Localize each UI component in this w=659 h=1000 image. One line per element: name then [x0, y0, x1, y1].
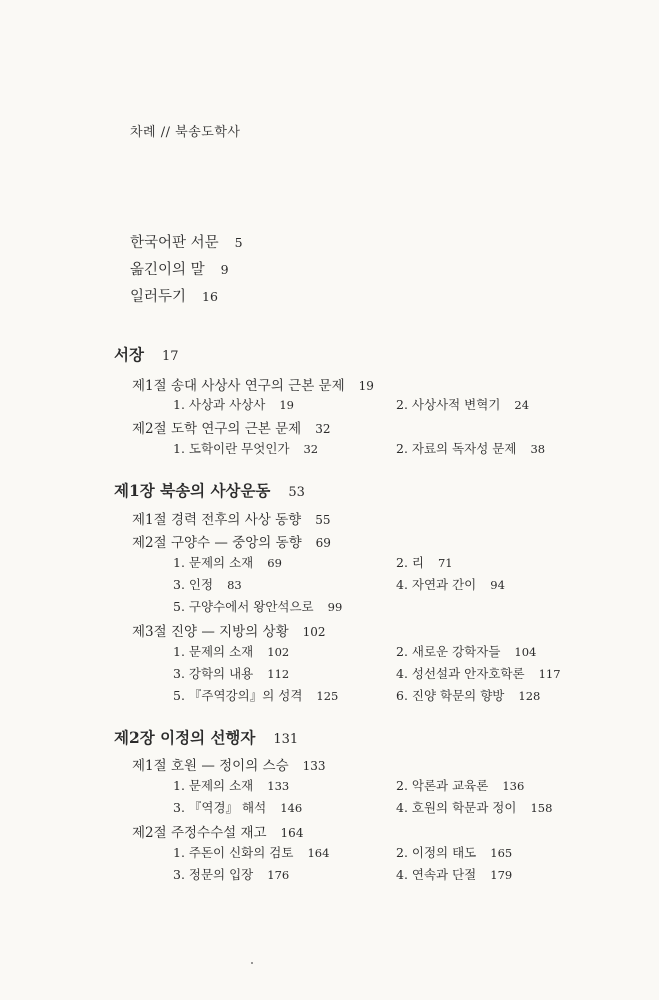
toc-item[interactable] — [173, 439, 318, 457]
section-page: 32 — [315, 422, 331, 436]
item-label: 6. 진양 학문의 향방 — [396, 688, 505, 703]
item-label: 5. 구양수에서 왕안석으로 — [173, 599, 314, 614]
item-page: 128 — [518, 689, 541, 703]
item-label: 2. 이정의 태도 — [396, 845, 477, 860]
item-label: 2. 리 — [396, 555, 424, 570]
item-page: 179 — [490, 868, 513, 882]
section-page: 55 — [315, 513, 331, 527]
item-label: 3. 정문의 입장 — [173, 867, 254, 882]
toc-item[interactable] — [396, 439, 545, 457]
toc-item[interactable] — [396, 553, 453, 571]
toc-item[interactable] — [396, 843, 512, 861]
toc-item[interactable] — [173, 865, 289, 883]
item-label: 4. 연속과 단절 — [396, 867, 477, 882]
item-label: 2. 자료의 독자성 문제 — [396, 441, 517, 456]
section-page: 102 — [302, 625, 326, 639]
item-page: 117 — [538, 667, 561, 681]
section-heading[interactable] — [132, 417, 331, 437]
item-label: 1. 도학이란 무엇인가 — [173, 441, 290, 456]
item-page: 164 — [307, 846, 330, 860]
toc-item[interactable] — [173, 664, 289, 682]
toc-item[interactable] — [396, 686, 540, 704]
chapter-heading[interactable] — [114, 726, 298, 748]
page-mark — [251, 962, 253, 964]
toc-item[interactable] — [396, 575, 505, 593]
item-label: 1. 사상과 사상사 — [173, 397, 266, 412]
section-title: 제2절 주정수수설 재고 — [132, 825, 267, 841]
toc-item[interactable] — [396, 865, 512, 883]
item-label: 4. 성선설과 안자호학론 — [396, 666, 525, 681]
chapter-page: 131 — [273, 732, 299, 747]
item-page: 32 — [303, 442, 319, 456]
section-page: 69 — [315, 536, 331, 550]
section-title: 제1절 송대 사상사 연구의 근본 문제 — [132, 378, 345, 394]
front-matter — [130, 229, 243, 310]
item-page: 165 — [490, 846, 513, 860]
toc-entry[interactable] — [130, 256, 243, 283]
item-label: 2. 사상사적 변혁기 — [396, 397, 501, 412]
page-header: 차례 // 북송도학사 — [130, 125, 241, 140]
chapter-title: 서장 — [114, 345, 144, 364]
item-page: 83 — [227, 578, 242, 592]
toc-item[interactable] — [173, 597, 342, 615]
section-page: 164 — [280, 826, 304, 840]
entry-label: 일러두기 — [130, 289, 187, 305]
toc-item[interactable] — [396, 395, 529, 413]
toc-item[interactable] — [173, 575, 242, 593]
item-label: 1. 문제의 소재 — [173, 555, 254, 570]
section-heading[interactable] — [132, 374, 374, 394]
toc-item[interactable] — [396, 664, 561, 682]
section-title: 제3절 진양 — 지방의 상황 — [132, 624, 289, 640]
entry-page: 9 — [220, 262, 229, 277]
item-label: 1. 주돈이 신화의 검토 — [173, 845, 294, 860]
section-heading[interactable] — [132, 620, 326, 640]
toc-item[interactable] — [173, 686, 338, 704]
toc-entry[interactable] — [130, 283, 243, 310]
entry-label: 옮긴이의 말 — [130, 262, 205, 278]
section-heading[interactable] — [132, 531, 331, 551]
item-label: 2. 악론과 교육론 — [396, 778, 489, 793]
item-page: 94 — [490, 578, 505, 592]
toc-item[interactable] — [173, 843, 329, 861]
section-page: 133 — [302, 759, 326, 773]
chapter-heading[interactable] — [114, 343, 179, 365]
section-title: 제1절 호원 — 정이의 스승 — [132, 758, 289, 774]
entry-page: 16 — [202, 289, 218, 304]
toc-item[interactable] — [396, 642, 536, 660]
item-label: 1. 문제의 소재 — [173, 644, 254, 659]
item-label: 1. 문제의 소재 — [173, 778, 254, 793]
item-page: 158 — [530, 801, 553, 815]
chapter-page: 53 — [288, 485, 305, 500]
chapter-heading[interactable] — [114, 479, 305, 501]
toc-item[interactable] — [173, 395, 294, 413]
toc-item[interactable] — [396, 798, 552, 816]
chapter-title: 제2장 이정의 선행자 — [114, 728, 256, 747]
toc-item[interactable] — [173, 798, 302, 816]
toc-item[interactable] — [173, 642, 289, 660]
item-page: 24 — [514, 398, 530, 412]
chapter-page: 17 — [161, 349, 179, 364]
item-page: 69 — [267, 556, 282, 570]
item-label: 2. 새로운 강학자들 — [396, 644, 501, 659]
item-page: 176 — [267, 868, 290, 882]
toc-item[interactable] — [173, 776, 289, 794]
entry-label: 한국어판 서문 — [130, 235, 219, 251]
toc-entry[interactable] — [130, 229, 243, 256]
item-page: 112 — [267, 667, 290, 681]
section-title: 제1절 경력 전후의 사상 동향 — [132, 512, 302, 528]
section-heading[interactable] — [132, 821, 303, 841]
section-title: 제2절 도학 연구의 근본 문제 — [132, 421, 302, 437]
section-heading[interactable] — [132, 754, 326, 774]
item-label: 4. 호원의 학문과 정이 — [396, 800, 517, 815]
section-page: 19 — [358, 379, 374, 393]
item-page: 19 — [279, 398, 294, 412]
section-title: 제2절 구양수 — 중앙의 동향 — [132, 535, 302, 551]
item-label: 5. 『주역강의』의 성격 — [173, 688, 303, 703]
item-label: 3. 인정 — [173, 577, 214, 592]
item-label: 3. 강학의 내용 — [173, 666, 254, 681]
chapter-title: 제1장 북송의 사상운동 — [114, 481, 271, 500]
toc-item[interactable] — [396, 776, 524, 794]
section-heading[interactable] — [132, 508, 331, 528]
item-page: 71 — [437, 556, 453, 570]
item-label: 3. 『역경』 해석 — [173, 800, 267, 815]
item-page: 133 — [267, 779, 290, 793]
item-page: 125 — [316, 689, 339, 703]
item-page: 146 — [280, 801, 303, 815]
item-page: 99 — [327, 600, 343, 614]
item-page: 136 — [502, 779, 525, 793]
item-page: 38 — [530, 442, 546, 456]
item-page: 104 — [514, 645, 537, 659]
item-label: 4. 자연과 간이 — [396, 577, 477, 592]
item-page: 102 — [267, 645, 290, 659]
entry-page: 5 — [234, 235, 243, 250]
toc-item[interactable] — [173, 553, 282, 571]
